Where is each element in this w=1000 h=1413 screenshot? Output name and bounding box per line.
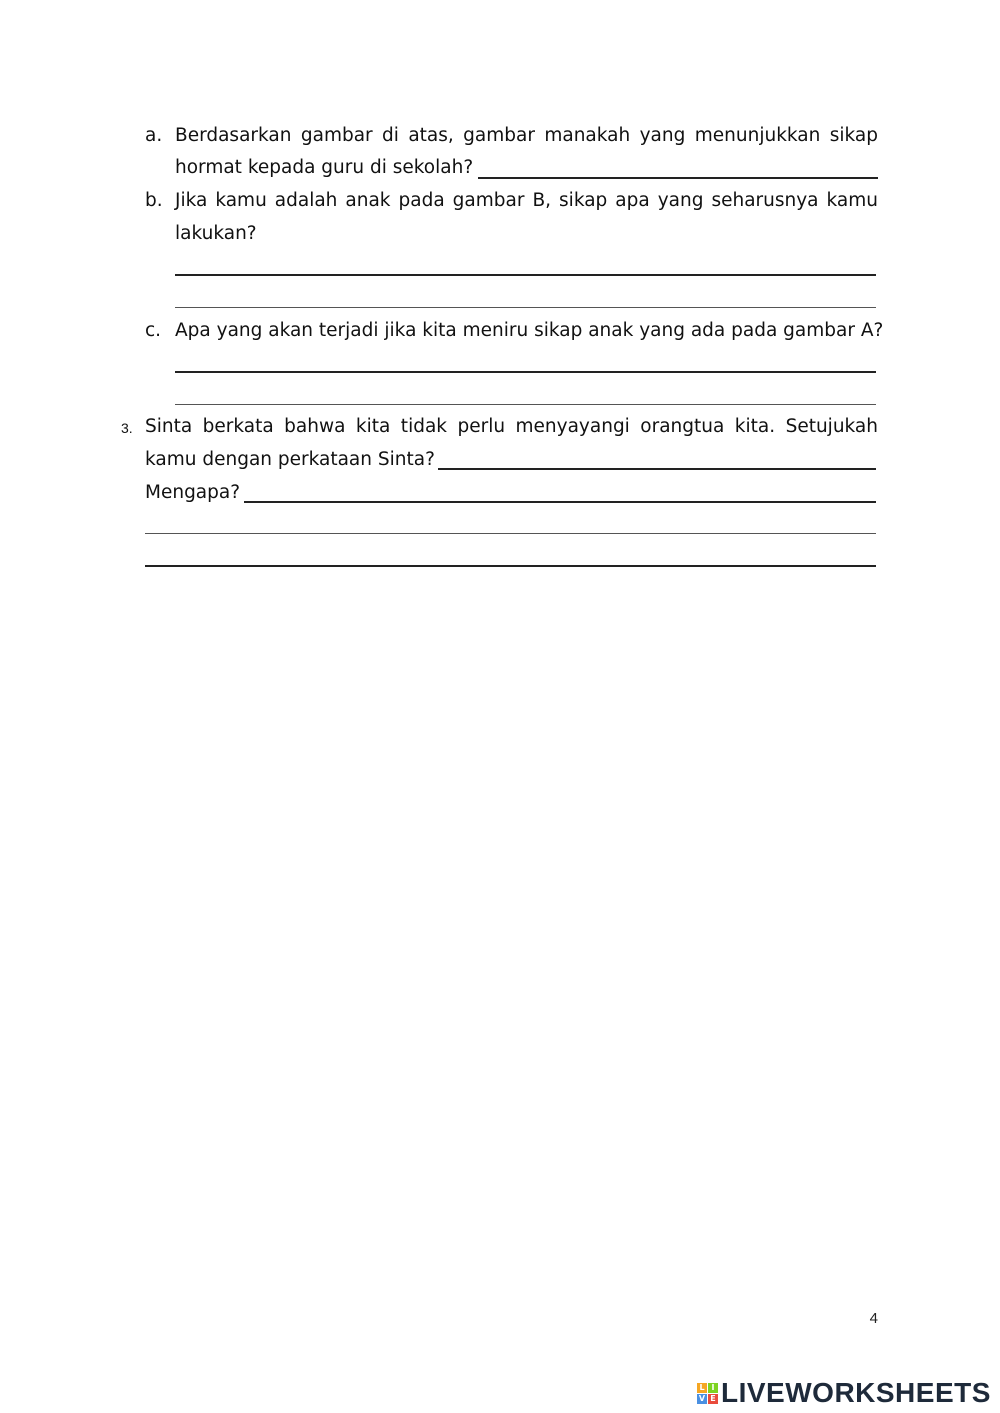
answer-line-3-agree[interactable] bbox=[438, 468, 876, 470]
liveworksheets-logo-text: LIVEWORKSHEETS bbox=[721, 1377, 991, 1408]
question-a-text-line2: hormat kepada guru di sekolah? bbox=[175, 157, 474, 178]
logo-letter-v: V bbox=[698, 1393, 706, 1403]
answer-line-3-why-3[interactable] bbox=[145, 565, 876, 567]
question-c-text: Apa yang akan terjadi jika kita meniru sikap anak yang ada pada gambar A? bbox=[175, 320, 884, 341]
question-3-text-line2: kamu dengan perkataan Sinta? bbox=[145, 449, 435, 470]
answer-line-b-2[interactable] bbox=[175, 307, 876, 308]
answer-line-3-why-2[interactable] bbox=[145, 533, 876, 534]
question-3-text-line1: Sinta berkata bahwa kita tidak perlu menyayangi orangtua kita. Setujukah bbox=[145, 416, 878, 437]
page-number: 4 bbox=[869, 1310, 878, 1327]
question-b-marker: b. bbox=[145, 190, 163, 211]
answer-line-3-why-1[interactable] bbox=[244, 501, 876, 503]
answer-line-c-1[interactable] bbox=[175, 371, 876, 373]
question-a-marker: a. bbox=[145, 125, 163, 146]
question-c-marker: c. bbox=[145, 320, 162, 341]
question-b-text-line1: Jika kamu adalah anak pada gambar B, sikap apa yang seharusnya kamu bbox=[175, 190, 878, 211]
liveworksheets-logo-icon bbox=[697, 1383, 718, 1404]
logo-letter-e: E bbox=[708, 1394, 718, 1404]
logo-letter-i: I bbox=[708, 1383, 718, 1393]
answer-line-a[interactable] bbox=[478, 177, 878, 179]
logo-letter-l: L bbox=[697, 1383, 707, 1393]
question-3-text-line3: Mengapa? bbox=[145, 482, 241, 503]
question-3-number: 3. bbox=[121, 420, 133, 436]
question-a-text-line1: Berdasarkan gambar di atas, gambar manakah yang menunjukkan sikap bbox=[175, 125, 878, 146]
answer-line-b-1[interactable] bbox=[175, 274, 876, 276]
question-b-text-line2: lakukan? bbox=[175, 223, 257, 244]
liveworksheets-logo bbox=[697, 1377, 991, 1409]
answer-line-c-2[interactable] bbox=[175, 404, 876, 405]
